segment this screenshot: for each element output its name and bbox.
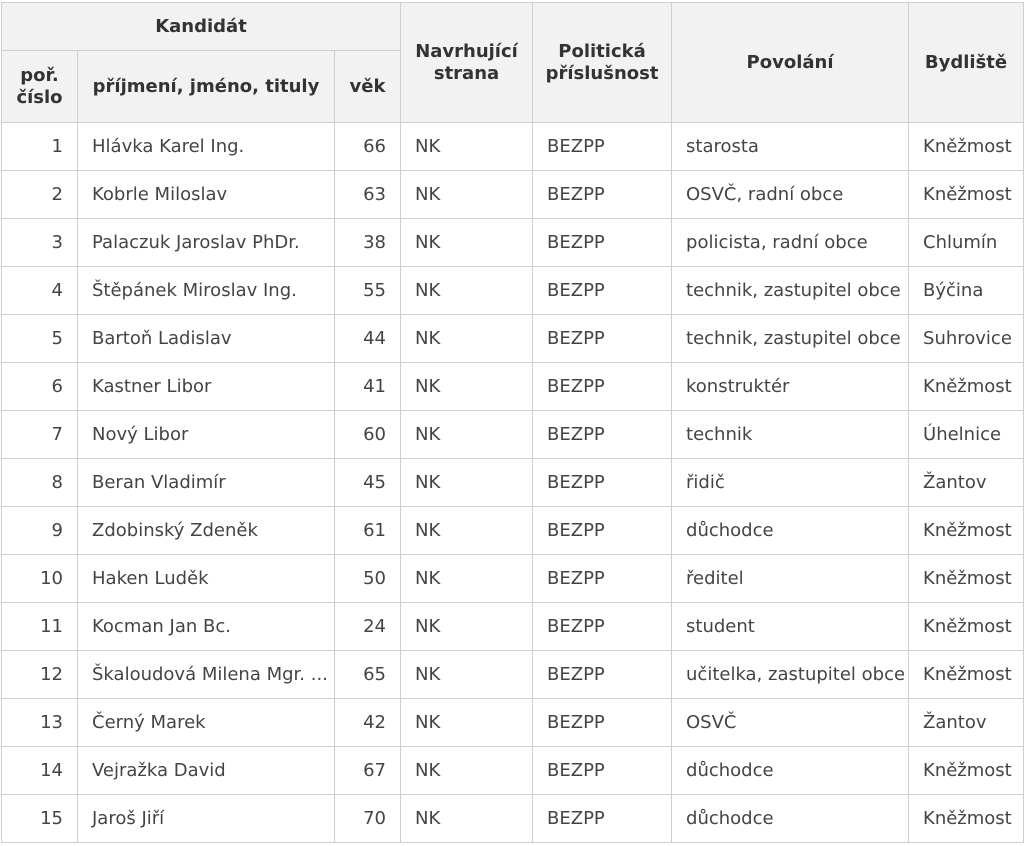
cell-bydliste: Kněžmost <box>909 603 1024 651</box>
cell-por-cislo: 5 <box>2 315 78 363</box>
header-navrhujici-strana: Navrhující strana <box>401 3 533 123</box>
cell-por-cislo: 6 <box>2 363 78 411</box>
table-row <box>2 651 1024 699</box>
table-row <box>2 219 1024 267</box>
cell-bydliste: Kněžmost <box>909 651 1024 699</box>
cell-bydliste: Kněžmost <box>909 363 1024 411</box>
table-row <box>2 699 1024 747</box>
table-header <box>2 3 1024 123</box>
cell-navrhujici-strana: NK <box>401 459 533 507</box>
cell-jmeno: Palaczuk Jaroslav PhDr. <box>78 219 335 267</box>
cell-politicka-prislusnost: BEZPP <box>533 651 672 699</box>
cell-povolani: ředitel <box>672 555 909 603</box>
cell-vek: 24 <box>335 603 401 651</box>
cell-navrhujici-strana: NK <box>401 267 533 315</box>
cell-navrhujici-strana: NK <box>401 651 533 699</box>
cell-navrhujici-strana: NK <box>401 411 533 459</box>
cell-jmeno: Haken Luděk <box>78 555 335 603</box>
cell-povolani: řidič <box>672 459 909 507</box>
cell-por-cislo: 7 <box>2 411 78 459</box>
cell-povolani: OSVČ, radní obce <box>672 171 909 219</box>
table-row <box>2 795 1024 843</box>
table-row <box>2 411 1024 459</box>
cell-vek: 55 <box>335 267 401 315</box>
cell-navrhujici-strana: NK <box>401 507 533 555</box>
cell-povolani: OSVČ <box>672 699 909 747</box>
cell-por-cislo: 8 <box>2 459 78 507</box>
cell-povolani: technik <box>672 411 909 459</box>
cell-jmeno: Škaloudová Milena Mgr. ... <box>78 651 335 699</box>
cell-bydliste: Kněžmost <box>909 123 1024 171</box>
cell-povolani: důchodce <box>672 507 909 555</box>
cell-por-cislo: 10 <box>2 555 78 603</box>
cell-por-cislo: 12 <box>2 651 78 699</box>
cell-jmeno: Hlávka Karel Ing. <box>78 123 335 171</box>
cell-povolani: policista, radní obce <box>672 219 909 267</box>
cell-por-cislo: 15 <box>2 795 78 843</box>
cell-jmeno: Vejražka David <box>78 747 335 795</box>
table-row <box>2 507 1024 555</box>
header-jmeno: příjmení, jméno, tituly <box>78 51 335 123</box>
header-politicka-prislusnost: Politická příslušnost <box>533 3 672 123</box>
header-por-cislo: poř. číslo <box>2 51 78 123</box>
cell-bydliste: Úhelnice <box>909 411 1024 459</box>
table-row <box>2 747 1024 795</box>
cell-bydliste: Suhrovice <box>909 315 1024 363</box>
cell-por-cislo: 1 <box>2 123 78 171</box>
cell-navrhujici-strana: NK <box>401 555 533 603</box>
cell-navrhujici-strana: NK <box>401 795 533 843</box>
cell-politicka-prislusnost: BEZPP <box>533 411 672 459</box>
cell-jmeno: Kobrle Miloslav <box>78 171 335 219</box>
cell-povolani: technik, zastupitel obce <box>672 267 909 315</box>
cell-bydliste: Kněžmost <box>909 171 1024 219</box>
header-povolani: Povolání <box>672 3 909 123</box>
cell-politicka-prislusnost: BEZPP <box>533 603 672 651</box>
cell-jmeno: Nový Libor <box>78 411 335 459</box>
cell-navrhujici-strana: NK <box>401 603 533 651</box>
cell-bydliste: Žantov <box>909 459 1024 507</box>
cell-politicka-prislusnost: BEZPP <box>533 315 672 363</box>
cell-povolani: učitelka, zastupitel obce <box>672 651 909 699</box>
cell-politicka-prislusnost: BEZPP <box>533 795 672 843</box>
cell-por-cislo: 3 <box>2 219 78 267</box>
cell-politicka-prislusnost: BEZPP <box>533 747 672 795</box>
table-body <box>2 123 1024 843</box>
cell-por-cislo: 4 <box>2 267 78 315</box>
cell-vek: 42 <box>335 699 401 747</box>
cell-vek: 45 <box>335 459 401 507</box>
cell-jmeno: Beran Vladimír <box>78 459 335 507</box>
cell-politicka-prislusnost: BEZPP <box>533 699 672 747</box>
cell-bydliste: Kněžmost <box>909 507 1024 555</box>
cell-bydliste: Chlumín <box>909 219 1024 267</box>
cell-politicka-prislusnost: BEZPP <box>533 507 672 555</box>
table-row <box>2 603 1024 651</box>
cell-politicka-prislusnost: BEZPP <box>533 555 672 603</box>
candidates-table <box>1 2 1024 843</box>
cell-por-cislo: 9 <box>2 507 78 555</box>
table-row <box>2 363 1024 411</box>
cell-povolani: technik, zastupitel obce <box>672 315 909 363</box>
cell-vek: 65 <box>335 651 401 699</box>
table-row <box>2 459 1024 507</box>
cell-bydliste: Býčina <box>909 267 1024 315</box>
cell-politicka-prislusnost: BEZPP <box>533 123 672 171</box>
cell-politicka-prislusnost: BEZPP <box>533 267 672 315</box>
cell-vek: 41 <box>335 363 401 411</box>
cell-por-cislo: 2 <box>2 171 78 219</box>
cell-bydliste: Kněžmost <box>909 555 1024 603</box>
cell-povolani: student <box>672 603 909 651</box>
cell-vek: 66 <box>335 123 401 171</box>
table-row <box>2 171 1024 219</box>
cell-por-cislo: 14 <box>2 747 78 795</box>
cell-navrhujici-strana: NK <box>401 219 533 267</box>
cell-politicka-prislusnost: BEZPP <box>533 363 672 411</box>
cell-navrhujici-strana: NK <box>401 747 533 795</box>
cell-vek: 67 <box>335 747 401 795</box>
cell-politicka-prislusnost: BEZPP <box>533 171 672 219</box>
cell-povolani: důchodce <box>672 747 909 795</box>
cell-jmeno: Jaroš Jiří <box>78 795 335 843</box>
cell-bydliste: Kněžmost <box>909 795 1024 843</box>
cell-bydliste: Žantov <box>909 699 1024 747</box>
cell-vek: 38 <box>335 219 401 267</box>
cell-jmeno: Zdobinský Zdeněk <box>78 507 335 555</box>
cell-vek: 60 <box>335 411 401 459</box>
cell-jmeno: Štěpánek Miroslav Ing. <box>78 267 335 315</box>
cell-navrhujici-strana: NK <box>401 171 533 219</box>
cell-vek: 50 <box>335 555 401 603</box>
cell-jmeno: Kocman Jan Bc. <box>78 603 335 651</box>
cell-povolani: důchodce <box>672 795 909 843</box>
cell-bydliste: Kněžmost <box>909 747 1024 795</box>
cell-politicka-prislusnost: BEZPP <box>533 219 672 267</box>
table-row <box>2 555 1024 603</box>
table-row <box>2 123 1024 171</box>
cell-povolani: konstruktér <box>672 363 909 411</box>
cell-por-cislo: 13 <box>2 699 78 747</box>
table-row <box>2 267 1024 315</box>
cell-jmeno: Černý Marek <box>78 699 335 747</box>
cell-povolani: starosta <box>672 123 909 171</box>
cell-vek: 61 <box>335 507 401 555</box>
cell-vek: 44 <box>335 315 401 363</box>
cell-por-cislo: 11 <box>2 603 78 651</box>
cell-navrhujici-strana: NK <box>401 315 533 363</box>
cell-vek: 70 <box>335 795 401 843</box>
cell-navrhujici-strana: NK <box>401 123 533 171</box>
header-vek: věk <box>335 51 401 123</box>
table-row <box>2 315 1024 363</box>
cell-navrhujici-strana: NK <box>401 699 533 747</box>
cell-navrhujici-strana: NK <box>401 363 533 411</box>
header-bydliste: Bydliště <box>909 3 1024 123</box>
cell-vek: 63 <box>335 171 401 219</box>
cell-jmeno: Kastner Libor <box>78 363 335 411</box>
header-kandidat: Kandidát <box>2 3 401 51</box>
cell-jmeno: Bartoň Ladislav <box>78 315 335 363</box>
cell-politicka-prislusnost: BEZPP <box>533 459 672 507</box>
